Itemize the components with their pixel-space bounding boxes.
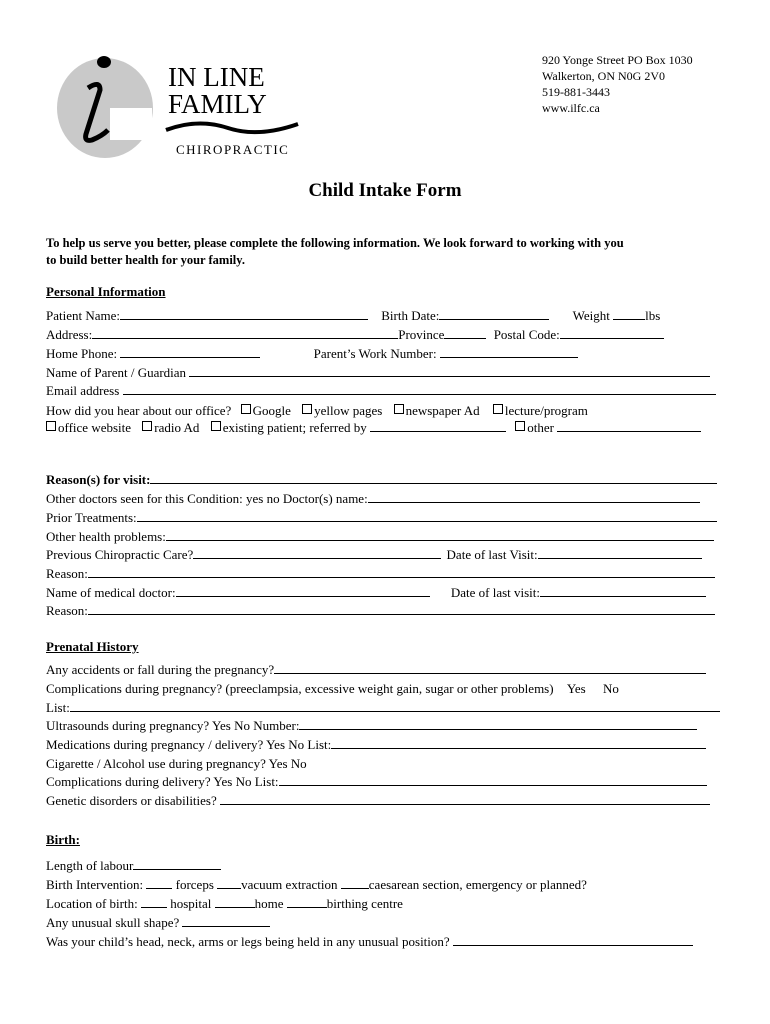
previous-chiro-row — [46, 547, 702, 563]
parent-work-label: Parent’s Work Number: — [313, 346, 437, 361]
address-line: Walkerton, ON N0G 2V0 — [542, 69, 666, 83]
home-label: home — [254, 896, 284, 911]
yellow-pages-label: yellow pages — [314, 403, 383, 418]
other-health-row — [46, 529, 714, 545]
other-label: other — [527, 420, 554, 435]
email-label: Email address — [46, 383, 120, 398]
reasons-field[interactable] — [150, 472, 717, 484]
birthing-centre-label: birthing centre — [326, 896, 403, 911]
medications-label: Medications during pregnancy / delivery? Yes No List: — [46, 737, 332, 752]
birthing-centre-field[interactable] — [287, 896, 327, 908]
referral-question: How did you hear about our office? — [46, 403, 232, 418]
forceps-field[interactable] — [146, 877, 172, 889]
caesarean-field[interactable] — [341, 877, 369, 889]
skull-row — [46, 915, 270, 931]
last-visit-field-2[interactable] — [540, 585, 706, 597]
logo-name-line2: FAMILY — [168, 89, 267, 119]
other-doctors-label: Other doctors seen for this Condition: yes no Doctor(s) name: — [46, 491, 368, 506]
reason-row-2 — [46, 603, 715, 619]
cigarette-row — [46, 756, 307, 772]
position-field[interactable] — [453, 934, 693, 946]
weight-unit: lbs — [645, 308, 661, 323]
delivery-complications-row — [46, 774, 707, 790]
list-field[interactable] — [70, 700, 720, 712]
delivery-complications-field[interactable] — [279, 774, 707, 786]
medications-field[interactable] — [331, 737, 706, 749]
website-checkbox[interactable] — [46, 421, 56, 431]
reasons-label: Reason(s) for visit: — [46, 472, 151, 487]
home-phone-label: Home Phone: — [46, 346, 118, 361]
website-label: office website — [58, 420, 132, 435]
intro-line: to build better health for your family. — [46, 253, 245, 267]
genetic-field[interactable] — [220, 793, 710, 805]
previous-chiro-label: Previous Chiropractic Care? — [46, 547, 194, 562]
reason-row-1 — [46, 566, 715, 582]
reason-label: Reason: — [46, 566, 88, 581]
intervention-row — [46, 877, 587, 893]
birth-date-label: Birth Date: — [381, 308, 440, 323]
labour-label: Length of labour — [46, 858, 134, 873]
email-row — [46, 383, 716, 399]
genetic-label: Genetic disorders or disabilities? — [46, 793, 217, 808]
parent-name-label: Name of Parent / Guardian — [46, 365, 187, 380]
radio-label: radio Ad — [154, 420, 200, 435]
other-doctors-row — [46, 491, 700, 507]
home-field[interactable] — [215, 896, 255, 908]
forceps-label: forceps — [175, 877, 214, 892]
home-phone-field[interactable] — [120, 346, 260, 358]
vacuum-field[interactable] — [217, 877, 241, 889]
reason-field[interactable] — [88, 566, 715, 578]
vacuum-label: vacuum extraction — [241, 877, 338, 892]
intervention-label: Birth Intervention: — [46, 877, 144, 892]
phone-number: 519-881-3443 — [542, 85, 610, 99]
logo-subtitle: CHIROPRACTIC — [176, 142, 290, 157]
medical-doctor-field[interactable] — [176, 585, 430, 597]
google-checkbox[interactable] — [241, 404, 251, 414]
location-label: Location of birth: — [46, 896, 138, 911]
genetic-row — [46, 793, 710, 809]
personal-information-heading: Personal Information — [46, 284, 166, 299]
hospital-label: hospital — [170, 896, 212, 911]
address-row — [46, 327, 664, 343]
accidents-label: Any accidents or fall during the pregnancy? — [46, 662, 275, 677]
complications-no[interactable]: No — [603, 681, 619, 696]
address-line: 920 Yonge Street PO Box 1030 — [542, 53, 693, 67]
reason-field-2[interactable] — [88, 603, 715, 615]
complications-yes[interactable]: Yes — [566, 681, 586, 696]
complications-label: Complications during pregnancy? (preeclampsia, excessive weight gain, sugar or other problems) — [46, 681, 554, 696]
previous-chiro-field[interactable] — [193, 547, 441, 559]
patient-name-field[interactable] — [120, 308, 368, 320]
postal-code-label: Postal Code: — [493, 327, 560, 342]
newspaper-checkbox[interactable] — [394, 404, 404, 414]
intro-line: To help us serve you better, please complete the following information. We look forward to working with you — [46, 236, 624, 250]
last-visit-field[interactable] — [538, 547, 702, 559]
position-label: Was your child’s head, neck, arms or legs being held in any unusual position? — [46, 934, 450, 949]
accidents-field[interactable] — [274, 662, 706, 674]
complications-row — [46, 681, 619, 697]
birth-date-field[interactable] — [439, 308, 549, 320]
medical-doctor-row — [46, 585, 706, 601]
other-health-label: Other health problems: — [46, 529, 166, 544]
postal-code-field[interactable] — [560, 327, 664, 339]
labour-row — [46, 858, 221, 874]
phone-row — [46, 346, 578, 362]
skull-label: Any unusual skull shape? — [46, 915, 180, 930]
position-row — [46, 934, 693, 950]
patient-name-label: Patient Name: — [46, 308, 121, 323]
other-checkbox[interactable] — [515, 421, 525, 431]
caesarean-label: caesarean section, emergency or planned? — [368, 877, 587, 892]
prior-treatments-field[interactable] — [137, 510, 717, 522]
location-row — [46, 896, 403, 912]
skull-field[interactable] — [182, 915, 270, 927]
intro-text — [46, 235, 726, 269]
last-visit-label-2: Date of last visit: — [450, 585, 541, 600]
referral-row-2 — [46, 420, 701, 436]
weight-label: Weight — [572, 308, 610, 323]
radio-checkbox[interactable] — [142, 421, 152, 431]
parent-name-row — [46, 365, 710, 381]
delivery-complications-label: Complications during delivery? Yes No List: — [46, 774, 279, 789]
existing-patient-label: existing patient; referred by — [222, 420, 367, 435]
cigarette-label: Cigarette / Alcohol use during pregnancy? Yes No — [46, 756, 307, 771]
google-label: Google — [252, 403, 291, 418]
address-field[interactable] — [92, 327, 398, 339]
other-doctors-field[interactable] — [368, 491, 700, 503]
ultrasounds-row — [46, 718, 697, 734]
logo-swoosh — [166, 123, 298, 132]
hospital-field[interactable] — [141, 896, 167, 908]
parent-name-field[interactable] — [189, 365, 710, 377]
form-title: Child Intake Form — [308, 180, 462, 201]
medical-doctor-label: Name of medical doctor: — [46, 585, 176, 600]
website-link[interactable]: www.ilfc.ca — [542, 101, 600, 115]
prenatal-history-heading: Prenatal History — [46, 639, 139, 654]
lecture-checkbox[interactable] — [493, 404, 503, 414]
newspaper-label: newspaper Ad — [405, 403, 480, 418]
ultrasounds-label: Ultrasounds during pregnancy? Yes No Number: — [46, 718, 300, 733]
in-line-family-chiropractic-logo — [48, 50, 308, 160]
prior-treatments-label: Prior Treatments: — [46, 510, 137, 525]
yellow-pages-checkbox[interactable] — [302, 404, 312, 414]
weight-field[interactable] — [613, 308, 645, 320]
patient-name-row — [46, 308, 660, 324]
birth-heading: Birth: — [46, 832, 80, 847]
reasons-row — [46, 472, 717, 488]
existing-patient-checkbox[interactable] — [211, 421, 221, 431]
clinic-address — [542, 52, 693, 116]
email-field[interactable] — [123, 383, 716, 395]
other-health-field[interactable] — [166, 529, 714, 541]
medications-row — [46, 737, 706, 753]
other-field[interactable] — [557, 420, 701, 432]
last-visit-label: Date of last Visit: — [446, 547, 538, 562]
labour-field[interactable] — [133, 858, 221, 870]
province-label: Province — [398, 327, 445, 342]
list-label: List: — [46, 700, 70, 715]
parent-work-field[interactable] — [440, 346, 578, 358]
referral-row-1 — [46, 403, 588, 419]
province-field[interactable] — [444, 327, 486, 339]
prior-treatments-row — [46, 510, 717, 526]
logo-name-line1: IN LINE — [168, 62, 265, 92]
list-row — [46, 700, 720, 716]
logo-i-dot — [97, 56, 111, 68]
referred-by-field[interactable] — [370, 420, 506, 432]
ultrasounds-field[interactable] — [299, 718, 697, 730]
accidents-row — [46, 662, 706, 678]
logo-white-block — [110, 108, 152, 140]
address-label: Address: — [46, 327, 93, 342]
reason-label-2: Reason: — [46, 603, 88, 618]
lecture-label: lecture/program — [504, 403, 588, 418]
